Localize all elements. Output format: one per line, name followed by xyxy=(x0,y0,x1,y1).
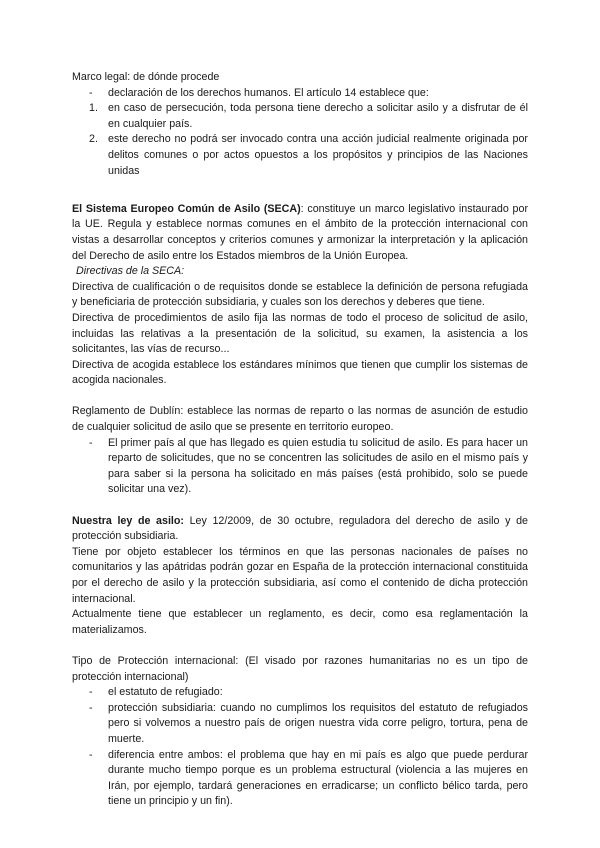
ley-reglamento: Actualmente tiene que establecer un reglamento, es decir, como esa reglamentación la materializamos. xyxy=(72,608,528,636)
seca-heading: El Sistema Europeo Común de Asilo (SECA) xyxy=(72,202,301,215)
dublin-paragraph: Reglamento de Dublín: establece las normas de reparto o las normas de asunción de estudio de cualquier solicitud de asilo que se presente en territorio europeo. xyxy=(72,405,528,434)
list-item: 1. en caso de persecución, toda persona tiene derecho a solicitar asilo y a disfrutar de él en cualquier país. xyxy=(89,102,528,130)
dublin-list xyxy=(72,436,528,498)
directiva-cualificacion: Directiva de cualificación o de requisitos donde se establece la definición de persona refugiada y beneficiaria de protección subsidiaria, y cuales son los derechos y deberes que tiene. xyxy=(72,280,528,309)
seca-paragraph: El Sistema Europeo Común de Asilo (SECA): constituye un marco legislativo instaurado por la UE. Regula y establece normas comunes en el ámbito de la protección internacional con vistas a desarrollar conceptos y criterios comunes y armonizar la interpretación y la aplicación del Derecho de asilo entre los Estados miembros de la Unión Europea. xyxy=(72,202,528,262)
ley-objeto: Tiene por objeto establecer los términos en que las personas nacionales de países no comunitarios y las apátridas podrán gozar en España de la protección internacional constituida por el derecho de asilo y la protección subsidiaria, así como el contenido de dicha protección internacional. xyxy=(72,545,528,605)
dash-marker: - xyxy=(89,701,93,714)
ley-heading: Nuestra ley de asilo: xyxy=(72,514,184,527)
list-item: - El primer país al que has llegado es quien estudia tu solicitud de asilo. Es para hacer un reparto de solicitudes, que no se concentren las solicitudes de asilo en el mismo país y para saber si la persona ha solicitado en más países (está prohibido, solo se puede solicitar una vez). xyxy=(89,436,528,496)
ley-paragraph: Nuestra ley de asilo: Ley 12/2009, de 30 octubre, reguladora del derecho de asilo y de protección subsidiaria. xyxy=(72,514,528,543)
directiva-procedimientos: Directiva de procedimientos de asilo fija las normas de todo el proceso de solicitud de asilo, incluidas las relativas a la presentación de la solicitud, su examen, la asistencia a los solicitantes, las vías de recurso... xyxy=(72,311,528,356)
list-item: 2. este derecho no podrá ser invocado contra una acción judicial realmente originada por delitos comunes o por actos opuestos a los propósitos y principios de las Naciones unidas xyxy=(89,133,528,177)
number-marker: 2. xyxy=(89,133,98,146)
dash-marker: - xyxy=(89,686,93,699)
directivas-heading: Directivas de la SECA: xyxy=(76,265,185,278)
marco-legal-title: Marco legal: de dónde procede xyxy=(72,71,220,83)
dash-marker: - xyxy=(89,436,93,449)
document-page xyxy=(72,70,528,810)
list-item: - diferencia entre ambos: el problema que hay en mi país es algo que puede perdurar durante mucho tiempo porque es un problema estructural (violencia a las mujeres en Irán, por ejemplo, tardará generaciones en erradicarse; un conflicto bélico tarda, pero tiene un principio y un fin). xyxy=(89,748,528,808)
tipo-proteccion-paragraph: Tipo de Protección internacional: (El visado por razones humanitarias no es un tipo de protección internacional) xyxy=(72,654,528,683)
dash-marker: - xyxy=(89,748,93,761)
dash-marker: - xyxy=(89,86,93,99)
article-14-list xyxy=(72,101,528,179)
list-item: - el estatuto de refugiado: xyxy=(72,685,528,701)
list-item: - protección subsidiaria: cuando no cumplimos los requisitos del estatuto de refugiados pero si volvemos a nuestro país de origen nuestra vida corre peligro, tortura, pena de muerte. xyxy=(89,701,528,745)
tipo-proteccion-list xyxy=(72,685,528,810)
marco-legal-list xyxy=(72,86,528,102)
list-item: - declaración de los derechos humanos. El artículo 14 establece que: xyxy=(72,86,528,102)
directiva-acogida: Directiva de acogida establece los estándares mínimos que tienen que cumplir los sistemas de acogida nacionales. xyxy=(72,358,528,387)
number-marker: 1. xyxy=(89,102,98,115)
